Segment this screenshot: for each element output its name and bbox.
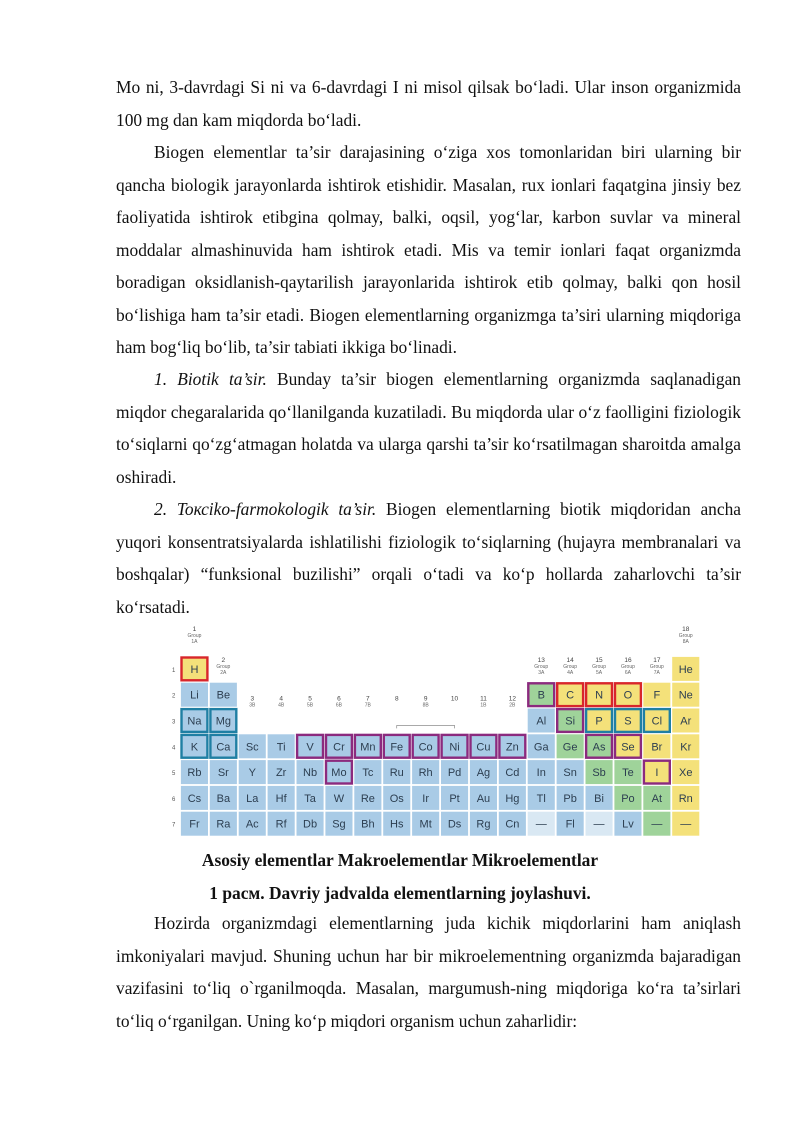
element-symbol: N <box>595 689 604 702</box>
element-symbol: He <box>678 663 693 676</box>
element-symbol: Br <box>651 741 663 754</box>
element-symbol: Ti <box>276 741 286 754</box>
element-symbol: H <box>190 663 199 676</box>
paragraph-4 <box>116 493 741 623</box>
period-label: 6 <box>172 796 176 803</box>
element-symbol: Bi <box>594 792 604 805</box>
group-roman: 3B <box>249 702 256 709</box>
group-number: 4 <box>279 695 283 703</box>
group-number: 14 <box>566 656 574 664</box>
element-cell <box>354 811 382 836</box>
element-symbol: Y <box>248 767 256 780</box>
element-symbol: Al <box>536 715 547 728</box>
element-symbol: Cd <box>505 767 520 780</box>
element-symbol: Pb <box>563 792 577 805</box>
element-cell <box>585 734 613 759</box>
group-8b-bracket <box>397 725 455 728</box>
element-cell <box>614 682 642 707</box>
element-cell <box>643 811 671 836</box>
group-caption: Group <box>678 633 693 639</box>
period-label: 2 <box>172 693 176 700</box>
period-label: 1 <box>172 667 176 674</box>
element-symbol: Hg <box>505 792 520 805</box>
element-cell <box>527 682 555 707</box>
element-cell <box>672 682 700 707</box>
element-symbol: Ag <box>476 767 491 780</box>
element-cell <box>585 682 613 707</box>
element-symbol: — <box>593 818 605 831</box>
group-number: 9 <box>423 695 428 703</box>
element-cell <box>412 786 440 811</box>
period-label: 3 <box>172 719 176 726</box>
element-symbol: I <box>655 767 659 780</box>
element-symbol: Se <box>621 741 635 754</box>
element-cell <box>527 708 555 733</box>
element-cell <box>672 734 700 759</box>
group-number: 18 <box>682 626 690 633</box>
element-symbol: P <box>595 715 603 728</box>
element-symbol: Zn <box>505 741 519 754</box>
element-symbol: Os <box>389 792 404 805</box>
element-symbol: F <box>653 689 661 702</box>
element-cell <box>672 811 700 836</box>
element-cell <box>441 734 469 759</box>
element-symbol: — <box>680 818 692 831</box>
element-cell <box>527 811 555 836</box>
element-symbol: Po <box>621 792 635 805</box>
element-symbol: Li <box>190 689 199 702</box>
element-symbol: Ne <box>678 689 693 702</box>
group-caption: Group <box>592 663 607 670</box>
element-symbol: Mt <box>419 818 432 831</box>
element-symbol: Sg <box>332 818 346 831</box>
element-cell <box>181 760 209 785</box>
element-symbol: Rn <box>678 792 693 805</box>
element-cell <box>556 786 584 811</box>
group-roman: 5A <box>595 669 603 676</box>
element-cell <box>325 734 353 759</box>
element-symbol: Tc <box>362 767 374 780</box>
group-caption: Group <box>216 663 231 670</box>
period-label: 4 <box>172 745 176 752</box>
element-cell <box>296 786 324 811</box>
group-roman: 6A <box>624 669 632 676</box>
figure-caption: 1 расм. Davriy jadvalda elementlarning joylashuvi. <box>209 883 591 903</box>
element-symbol: Mg <box>215 715 231 728</box>
element-symbol: V <box>306 741 314 754</box>
element-cell <box>267 734 295 759</box>
element-cell <box>556 708 584 733</box>
periodic-table <box>172 624 700 842</box>
element-cell <box>296 734 324 759</box>
period-label: 5 <box>172 771 176 778</box>
element-symbol: Cn <box>505 818 520 831</box>
group-number: 13 <box>537 656 545 664</box>
group-number: 8 <box>394 695 399 703</box>
element-cell <box>556 734 584 759</box>
element-symbol: Hf <box>275 792 287 805</box>
paragraph-5: Hozirda organizmdagi elementlarning juda kichik miqdorlarini ham aniqlash imkoniyalari mavjud. Shuning uchun har bir mikroelementning organizmda bajaradigan vazifasini to‘liq o`rganilmoqda. Masalan, margumush-ning miqdoriga ko‘ra ta’sirlari to‘liq o‘rganilgan. Uning ko‘p miqdori organism uchun zaharlidir: <box>116 913 741 1031</box>
group-roman: 2B <box>509 702 516 709</box>
element-cell <box>209 734 237 759</box>
element-symbol: Db <box>303 818 318 831</box>
group-number: 11 <box>480 695 487 703</box>
element-cell <box>470 811 498 836</box>
element-cell <box>209 811 237 836</box>
element-cell <box>585 786 613 811</box>
element-cell <box>498 734 526 759</box>
paragraph-3-body: Bunday ta’sir biogen elementlarning organizmda saqlanadigan miqdor chegaralarida qo‘llanilganda kuzatiladi. Bu miqdorda ular o‘z faolligini fiziologik to‘siqlarni qo‘zg‘atmagan holatda va ularga qarshi ta’sir ko‘rsatilmagan sharoitda amalga oshiradi. <box>116 369 741 487</box>
paragraph-3 <box>116 363 741 493</box>
element-symbol: Rf <box>275 818 287 831</box>
element-cell <box>181 657 209 682</box>
element-symbol: Pd <box>447 767 462 780</box>
element-cell <box>354 734 382 759</box>
paragraph-1: Mo ni, 3-davrdagi Si ni va 6-davrdagi I ni misol qilsak bo‘ladi. Ular inson organizmida 100 mg dan kam miqdorda bo‘ladi. <box>116 77 741 130</box>
group-caption: Group <box>563 663 578 670</box>
element-symbol: Kr <box>680 741 692 754</box>
element-symbol: O <box>623 689 633 702</box>
paragraph-4-body: Biogen elementlarning biotik miqdoridan ancha yuqori konsentratsiyalarda ishlatilishi fiziologik to‘siqlarning (hujayra membranalari va boshqalar) “funksional buzilishi” orqali o‘tadi va ko‘p hollarda zaharlovchi ta’sir ko‘rsatadi. <box>116 499 741 617</box>
element-cell <box>296 760 324 785</box>
element-symbol: Ca <box>216 741 231 754</box>
element-symbol: Ga <box>533 741 549 754</box>
group-roman: 5B <box>306 702 314 709</box>
paragraph-3-heading: 1. Biotik ta’sir. <box>154 369 267 389</box>
element-symbol: Mo <box>331 767 347 780</box>
element-symbol: Be <box>216 689 231 702</box>
element-cell <box>643 734 671 759</box>
element-symbol: Cu <box>476 741 491 754</box>
element-cell <box>585 811 613 836</box>
element-symbol: Pt <box>449 792 460 805</box>
element-symbol: K <box>190 741 199 754</box>
group-number: 15 <box>595 656 603 664</box>
figure-legend-line: Asosiy elementlar Makroelementlar Mikroelementlar <box>201 850 599 870</box>
element-symbol: Co <box>418 741 433 754</box>
element-cell <box>383 734 411 759</box>
element-cell <box>470 760 498 785</box>
group-roman: 7B <box>364 702 371 709</box>
group-roman: 4B <box>278 702 285 709</box>
element-symbol: Sb <box>592 767 606 780</box>
element-symbol: Ba <box>216 792 231 805</box>
element-symbol: Fr <box>189 818 200 831</box>
element-symbol: Hs <box>390 818 404 831</box>
element-cell <box>412 760 440 785</box>
element-cell <box>556 760 584 785</box>
element-cell <box>672 657 700 682</box>
element-cell <box>643 760 671 785</box>
element-cell <box>643 682 671 707</box>
group-caption: Group <box>649 663 664 670</box>
paragraph-2: Biogen elementlar ta’sir darajasining o‘ziga xos tomonlaridan biri ularning bir qancha biologik jarayonlarda ishtirok etishidir. Masalan, rux ionlari faqatgina jinsiy bez faoliyatida ishtirok etibgina qolmay, balki, oqsil, yog‘lar, karbon suvlar va mineral moddalar almashinuvida ham ishtirok etadi. Mis va temir ionlari faqat organizmda boradigan oksidlanish-qaytarilish jarayonlarida ishtirok etib qolmay, balki qon hosil bo‘lishiga ham ta’sir etadi. Biogen elementlarning organizmga ta’siri ularning miqdoriga ham bog‘liq bo‘lib, ta’sir tabiati ikkiga bo‘linadi. <box>116 142 741 357</box>
element-symbol: C <box>566 689 575 702</box>
element-cell <box>498 760 526 785</box>
element-cell <box>238 734 266 759</box>
element-symbol: Sc <box>245 741 259 754</box>
element-cell <box>238 811 266 836</box>
element-cell <box>412 811 440 836</box>
group-number: 10 <box>450 695 459 703</box>
element-cell <box>267 786 295 811</box>
element-cell <box>672 708 700 733</box>
group-roman: 4A <box>567 669 574 676</box>
element-cell <box>412 734 440 759</box>
element-cell <box>527 760 555 785</box>
element-cell <box>498 786 526 811</box>
element-cell <box>672 786 700 811</box>
element-cell <box>325 811 353 836</box>
group-roman: 7A <box>653 669 660 676</box>
element-symbol: La <box>246 792 259 805</box>
element-symbol: Fe <box>390 741 404 754</box>
element-cell <box>354 760 382 785</box>
element-symbol: Ds <box>447 818 462 831</box>
group-caption: Group <box>534 663 549 670</box>
element-symbol: Nb <box>303 767 318 780</box>
group-number: 3 <box>250 695 255 703</box>
element-cell <box>527 786 555 811</box>
element-cell <box>498 811 526 836</box>
element-cell <box>614 708 642 733</box>
element-cell <box>527 734 555 759</box>
element-symbol: Au <box>476 792 491 805</box>
element-symbol: Xe <box>679 767 693 780</box>
group-number: 1 <box>192 626 197 633</box>
element-cell <box>181 708 209 733</box>
element-cell <box>267 811 295 836</box>
element-cell <box>383 811 411 836</box>
group-number: 17 <box>653 656 661 664</box>
element-symbol: Ra <box>216 818 231 831</box>
periodic-table-figure <box>172 624 700 842</box>
element-cell <box>441 811 469 836</box>
element-symbol: — <box>651 818 663 831</box>
group-roman: 1B <box>480 702 487 709</box>
element-cell <box>470 786 498 811</box>
element-symbol: Rb <box>187 767 202 780</box>
period-label: 7 <box>172 822 176 829</box>
element-cell <box>643 786 671 811</box>
element-cell <box>383 760 411 785</box>
group-caption: Group <box>620 663 635 670</box>
element-cell <box>614 734 642 759</box>
element-cell <box>643 708 671 733</box>
element-cell <box>325 760 353 785</box>
element-symbol: Ni <box>449 741 460 754</box>
element-symbol: Sn <box>563 767 577 780</box>
element-cell <box>181 786 209 811</box>
element-symbol: In <box>536 767 546 780</box>
element-symbol: Tl <box>536 792 546 805</box>
element-symbol: Te <box>622 767 634 780</box>
element-symbol: Bh <box>361 818 375 831</box>
element-cell <box>209 760 237 785</box>
element-symbol: Ta <box>304 792 316 805</box>
element-cell <box>614 786 642 811</box>
element-cell <box>383 786 411 811</box>
element-cell <box>181 734 209 759</box>
element-cell <box>614 811 642 836</box>
element-cell <box>209 786 237 811</box>
element-cell <box>325 786 353 811</box>
group-number: 2 <box>221 656 226 664</box>
element-symbol: Cl <box>651 715 663 728</box>
element-cell <box>354 786 382 811</box>
element-symbol: Rh <box>418 767 433 780</box>
element-cell <box>181 682 209 707</box>
group-number: 16 <box>624 656 632 664</box>
element-symbol: Ge <box>562 741 578 754</box>
element-cell <box>614 760 642 785</box>
element-symbol: Ar <box>680 715 692 728</box>
group-roman: 1A <box>191 639 198 645</box>
element-cell <box>209 708 237 733</box>
element-symbol: As <box>592 741 606 754</box>
element-symbol: Re <box>360 792 375 805</box>
element-cell <box>585 708 613 733</box>
element-symbol: Ac <box>245 818 259 831</box>
group-number: 6 <box>337 695 341 703</box>
element-symbol: Zr <box>275 767 287 780</box>
element-cell <box>585 760 613 785</box>
element-symbol: Fl <box>565 818 575 831</box>
group-roman: 8A <box>682 639 689 645</box>
element-symbol: Si <box>565 715 576 728</box>
element-symbol: Sr <box>217 767 229 780</box>
element-cell <box>267 760 295 785</box>
element-symbol: Ru <box>389 767 404 780</box>
group-roman: 6B <box>335 702 343 709</box>
element-cell <box>238 786 266 811</box>
element-cell <box>441 760 469 785</box>
group-number: 5 <box>308 695 312 703</box>
element-cell <box>556 682 584 707</box>
element-symbol: S <box>624 715 632 728</box>
element-symbol: Lv <box>622 818 634 831</box>
element-symbol: Rg <box>476 818 491 831</box>
element-symbol: Mn <box>360 741 376 754</box>
group-number: 12 <box>508 695 516 703</box>
element-symbol: Cs <box>187 792 202 805</box>
element-cell <box>556 811 584 836</box>
element-symbol: Cr <box>333 741 345 754</box>
group-number: 7 <box>366 695 370 703</box>
group-roman: 8B <box>422 702 429 709</box>
element-cell <box>209 682 237 707</box>
element-symbol: B <box>537 689 545 702</box>
element-cell <box>238 760 266 785</box>
group-roman: 3A <box>538 669 545 676</box>
element-cell <box>672 760 700 785</box>
element-symbol: — <box>535 818 547 831</box>
element-symbol: Ir <box>422 792 430 805</box>
element-symbol: At <box>651 792 663 805</box>
element-cell <box>441 786 469 811</box>
group-roman: 2A <box>220 669 227 676</box>
element-cell <box>296 811 324 836</box>
element-cell <box>181 811 209 836</box>
element-cell <box>470 734 498 759</box>
group-caption: Group <box>187 633 202 639</box>
element-symbol: W <box>333 792 345 805</box>
element-symbol: Na <box>187 715 202 728</box>
paragraph-4-heading: 2. Toксiko-farmokologik ta’sir. <box>154 499 377 519</box>
